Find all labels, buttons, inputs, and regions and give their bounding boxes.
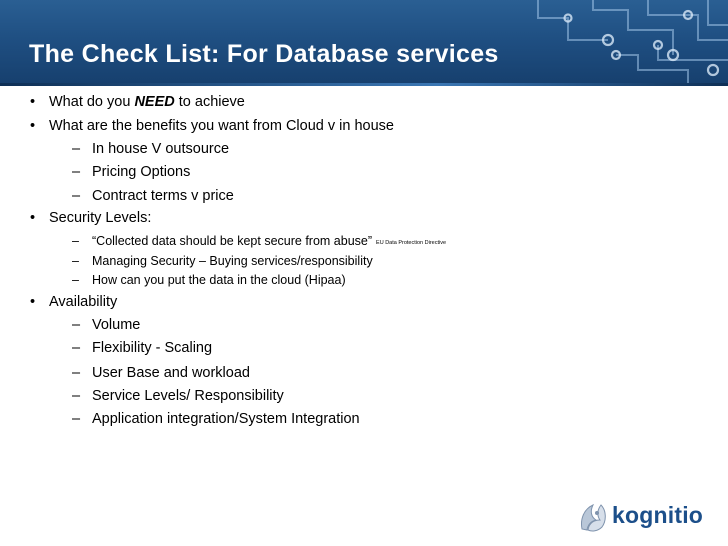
- subitem-text: Flexibility - Scaling: [92, 340, 213, 356]
- emphasis-need: NEED: [134, 94, 175, 110]
- bullet-text: Security Levels:: [49, 210, 152, 226]
- dash-mark: –: [72, 388, 81, 404]
- footnote-eu-directive: EU Data Protection Directive: [376, 240, 447, 246]
- subitem-flexibility: [72, 340, 212, 356]
- dash-mark: –: [72, 254, 79, 268]
- bullet-text: to achieve: [174, 94, 245, 110]
- bullet-text: What are the benefits you want from Cloud v in house: [49, 118, 394, 134]
- subitem-text: User Base and workload: [92, 365, 250, 381]
- bullet-mark: •: [30, 210, 36, 226]
- dash-mark: –: [72, 188, 81, 204]
- bullet-mark: •: [30, 294, 36, 310]
- subitem-text: “Collected data should be kept secure from abuse”: [92, 234, 373, 248]
- subitem-text: How can you put the data in the cloud (Hipaa): [92, 273, 346, 287]
- kognitio-wordmark: kognitio: [612, 502, 704, 528]
- subitem-text: Managing Security – Buying services/responsibility: [92, 254, 373, 268]
- bullet-availability: [30, 294, 117, 310]
- dash-mark: –: [72, 164, 81, 180]
- subitem-contract: [72, 188, 234, 204]
- dash-mark: –: [72, 234, 79, 248]
- bullet-need: [30, 94, 245, 110]
- dash-mark: –: [72, 340, 81, 356]
- bullet-text: Availability: [49, 294, 118, 310]
- kognitio-logo: [576, 499, 716, 535]
- subitem-pricing: [72, 164, 190, 180]
- title-bar: [0, 0, 728, 86]
- subitem-service-levels: [72, 388, 284, 404]
- slide-title: The Check List: For Database services: [29, 40, 499, 68]
- subitem-hipaa: [72, 273, 346, 287]
- subitem-text: Application integration/System Integration: [92, 411, 360, 427]
- subitem-text: In house V outsource: [92, 141, 230, 157]
- subitem-text: Volume: [92, 317, 141, 333]
- subitem-user-base: [72, 365, 250, 381]
- title-underline: [0, 83, 728, 86]
- subitem-text: Contract terms v price: [92, 188, 234, 204]
- bullet-text: What do you: [49, 94, 135, 110]
- bullet-mark: •: [30, 118, 36, 134]
- subitem-in-house: [72, 141, 229, 157]
- dash-mark: –: [72, 273, 79, 287]
- subitem-collected-data: [72, 234, 446, 248]
- dash-mark: –: [72, 141, 81, 157]
- bullet-mark: •: [30, 94, 36, 110]
- subitem-text: Service Levels/ Responsibility: [92, 388, 284, 404]
- subitem-managing-security: [72, 254, 373, 268]
- subitem-volume: [72, 317, 140, 333]
- dash-mark: –: [72, 317, 81, 333]
- subitem-text: Pricing Options: [92, 164, 191, 180]
- subitem-integration: [72, 411, 360, 427]
- kognitio-logo-icon: [576, 499, 610, 535]
- bullet-security: [30, 210, 151, 226]
- dash-mark: –: [72, 365, 81, 381]
- bullet-benefits: [30, 118, 394, 134]
- dash-mark: –: [72, 411, 81, 427]
- circuit-board-graphic: [498, 0, 728, 86]
